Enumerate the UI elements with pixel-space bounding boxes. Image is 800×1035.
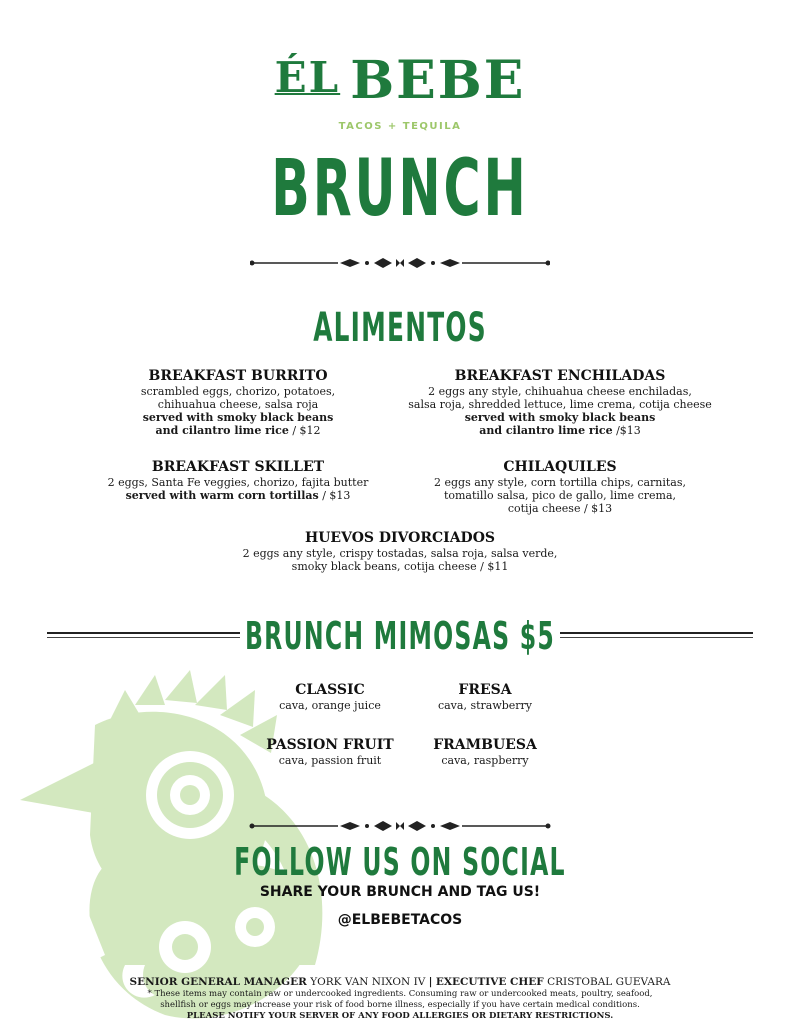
item-desc: chihuahua cheese, salsa roja xyxy=(157,398,319,411)
item-side: served with smoky black beans xyxy=(464,411,656,424)
item-desc: 2 eggs any style, chihuahua cheese enchiladas, xyxy=(428,385,692,398)
mimosa-item-frambuesa xyxy=(405,737,565,767)
item-price: / $12 xyxy=(288,424,321,437)
flourish-divider-top xyxy=(250,255,550,269)
item-price: /$13 xyxy=(612,424,641,437)
item-desc: cotija cheese / $13 xyxy=(507,502,613,515)
item-name: CLASSIC xyxy=(295,682,365,698)
item-desc: 2 eggs any style, corn tortilla chips, carnitas, xyxy=(434,476,686,489)
menu-item-breakfast-skillet xyxy=(90,459,386,502)
footer xyxy=(0,976,800,1022)
chef-name: CRISTOBAL GUEVARA xyxy=(547,976,671,988)
page-title: BRUNCH xyxy=(271,144,529,234)
credit-separator: | xyxy=(428,976,433,988)
item-desc: cava, passion fruit xyxy=(278,754,382,767)
item-name: PASSION FRUIT xyxy=(266,737,394,753)
social-heading: FOLLOW US ON SOCIAL xyxy=(234,840,566,884)
item-name: FRAMBUESA xyxy=(433,737,537,753)
menu-item-huevos-divorciados xyxy=(200,530,600,573)
mimosa-item-passion-fruit xyxy=(245,737,415,767)
item-side: served with smoky black beans xyxy=(142,411,334,424)
item-desc: cava, raspberry xyxy=(441,754,529,767)
item-price: / $13 xyxy=(318,489,351,502)
item-side: and cilantro lime rice xyxy=(479,424,613,437)
item-desc: salsa roja, shredded lettuce, lime crema, cotija cheese xyxy=(408,398,712,411)
item-desc: cava, orange juice xyxy=(279,699,381,712)
item-desc: scrambled eggs, chorizo, potatoes, xyxy=(140,385,336,398)
item-desc: 2 eggs, Santa Fe veggies, chorizo, fajita butter xyxy=(107,476,369,489)
gm-title: SENIOR GENERAL MANAGER xyxy=(129,976,307,988)
social-handle: @ELBEBETACOS xyxy=(337,912,463,928)
item-side: served with warm corn tortillas xyxy=(125,489,319,502)
menu-item-chilaquiles xyxy=(400,459,720,515)
item-name: FRESA xyxy=(458,682,512,698)
gm-name: YORK VAN NIXON IV xyxy=(310,976,426,988)
item-name: BREAKFAST SKILLET xyxy=(151,459,325,475)
item-name: CHILAQUILES xyxy=(503,459,617,475)
logo-el: ÉL xyxy=(274,53,341,102)
item-name: BREAKFAST BURRITO xyxy=(148,368,328,384)
menu-item-breakfast-enchiladas xyxy=(400,368,720,437)
menu-item-breakfast-burrito xyxy=(90,368,386,437)
item-name: BREAKFAST ENCHILADAS xyxy=(454,368,666,384)
social-callout: SHARE YOUR BRUNCH AND TAG US! xyxy=(259,884,541,900)
item-side: and cilantro lime rice xyxy=(155,424,289,437)
mimosa-item-fresa xyxy=(405,682,565,712)
item-desc: 2 eggs any style, crispy tostadas, salsa roja, salsa verde, xyxy=(242,547,558,560)
item-desc: smoky black beans, cotija cheese / $11 xyxy=(291,560,509,573)
staff-credits xyxy=(0,976,800,989)
alimentos-heading: ALIMENTOS xyxy=(313,305,487,351)
health-notice-line1: * These items may contain raw or undercooked ingredients. Consuming raw or undercooked meats, poultry, seafood, xyxy=(147,989,653,999)
logo-bebe: BEBE xyxy=(350,50,526,111)
flourish-divider-bottom xyxy=(245,818,555,832)
health-notice-line2: shellfish or eggs may increase your risk of food borne illness, especially if you have certain medical conditions. xyxy=(160,1000,640,1010)
allergy-warning: PLEASE NOTIFY YOUR SERVER OF ANY FOOD ALLERGIES OR DIETARY RESTRICTIONS. xyxy=(186,1011,614,1021)
brand-tagline: TACOS + TEQUILA xyxy=(338,121,462,132)
item-desc: cava, strawberry xyxy=(437,699,533,712)
item-name: HUEVOS DIVORCIADOS xyxy=(304,530,496,546)
mimosas-heading: BRUNCH MIMOSAS $5 xyxy=(244,614,556,658)
chef-title: EXECUTIVE CHEF xyxy=(435,976,544,988)
item-desc: tomatillo salsa, pico de gallo, lime crema, xyxy=(443,489,677,502)
mimosa-item-classic xyxy=(250,682,410,712)
brand-logo xyxy=(0,50,800,111)
